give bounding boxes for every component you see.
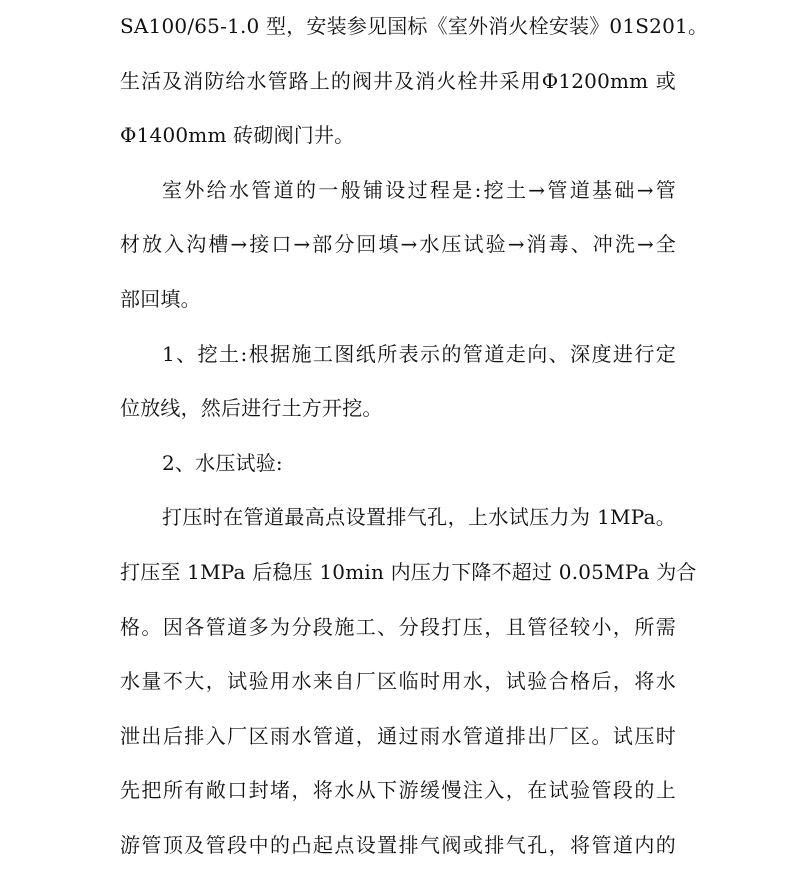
text-line-3: Φ1400mm 砖砌阀门井。 bbox=[120, 123, 355, 148]
text-line-4: 室外给水管道的一般铺设过程是:挖土→管道基础→管 bbox=[162, 177, 676, 202]
document-body bbox=[120, 6, 709, 880]
text-line-16: 游管顶及管段中的凸起点设置排气阀或排气孔，将管道内的 bbox=[120, 832, 676, 857]
text-line-12: 格。因各管道多为分段施工、分段打压，且管径较小，所需 bbox=[120, 614, 676, 639]
text-line-11: 打压至 1MPa 后稳压 10min 内压力下降不超过 0.05MPa 为合 bbox=[120, 559, 697, 584]
text-line-8: 位放线，然后进行土方开挖。 bbox=[120, 396, 383, 421]
text-line-14: 泄出后排入厂区雨水管道，通过雨水管道排出厂区。试压时 bbox=[120, 723, 676, 748]
text-line-15: 先把所有敞口封堵，将水从下游缓慢注入，在试验管段的上 bbox=[120, 778, 676, 803]
text-line-5: 材放入沟槽→接口→部分回填→水压试验→消毒、冲洗→全 bbox=[120, 232, 676, 257]
text-line-9: 2、水压试验: bbox=[162, 450, 283, 475]
text-line-10: 打压时在管道最高点设置排气孔，上水试压力为 1MPa。 bbox=[162, 505, 676, 530]
text-line-13: 水量不大，试验用水来自厂区临时用水，试验合格后，将水 bbox=[120, 669, 676, 694]
text-line-6: 部回填。 bbox=[120, 286, 201, 311]
text-line-2: 生活及消防给水管路上的阀井及消火栓井采用Φ1200mm 或 bbox=[120, 68, 676, 93]
text-line-1: SA100/65-1.0 型，安装参见国标《室外消火栓安装》01S201。 bbox=[120, 14, 709, 38]
text-line-7: 1、挖土:根据施工图纸所表示的管道走向、深度进行定 bbox=[162, 341, 676, 366]
